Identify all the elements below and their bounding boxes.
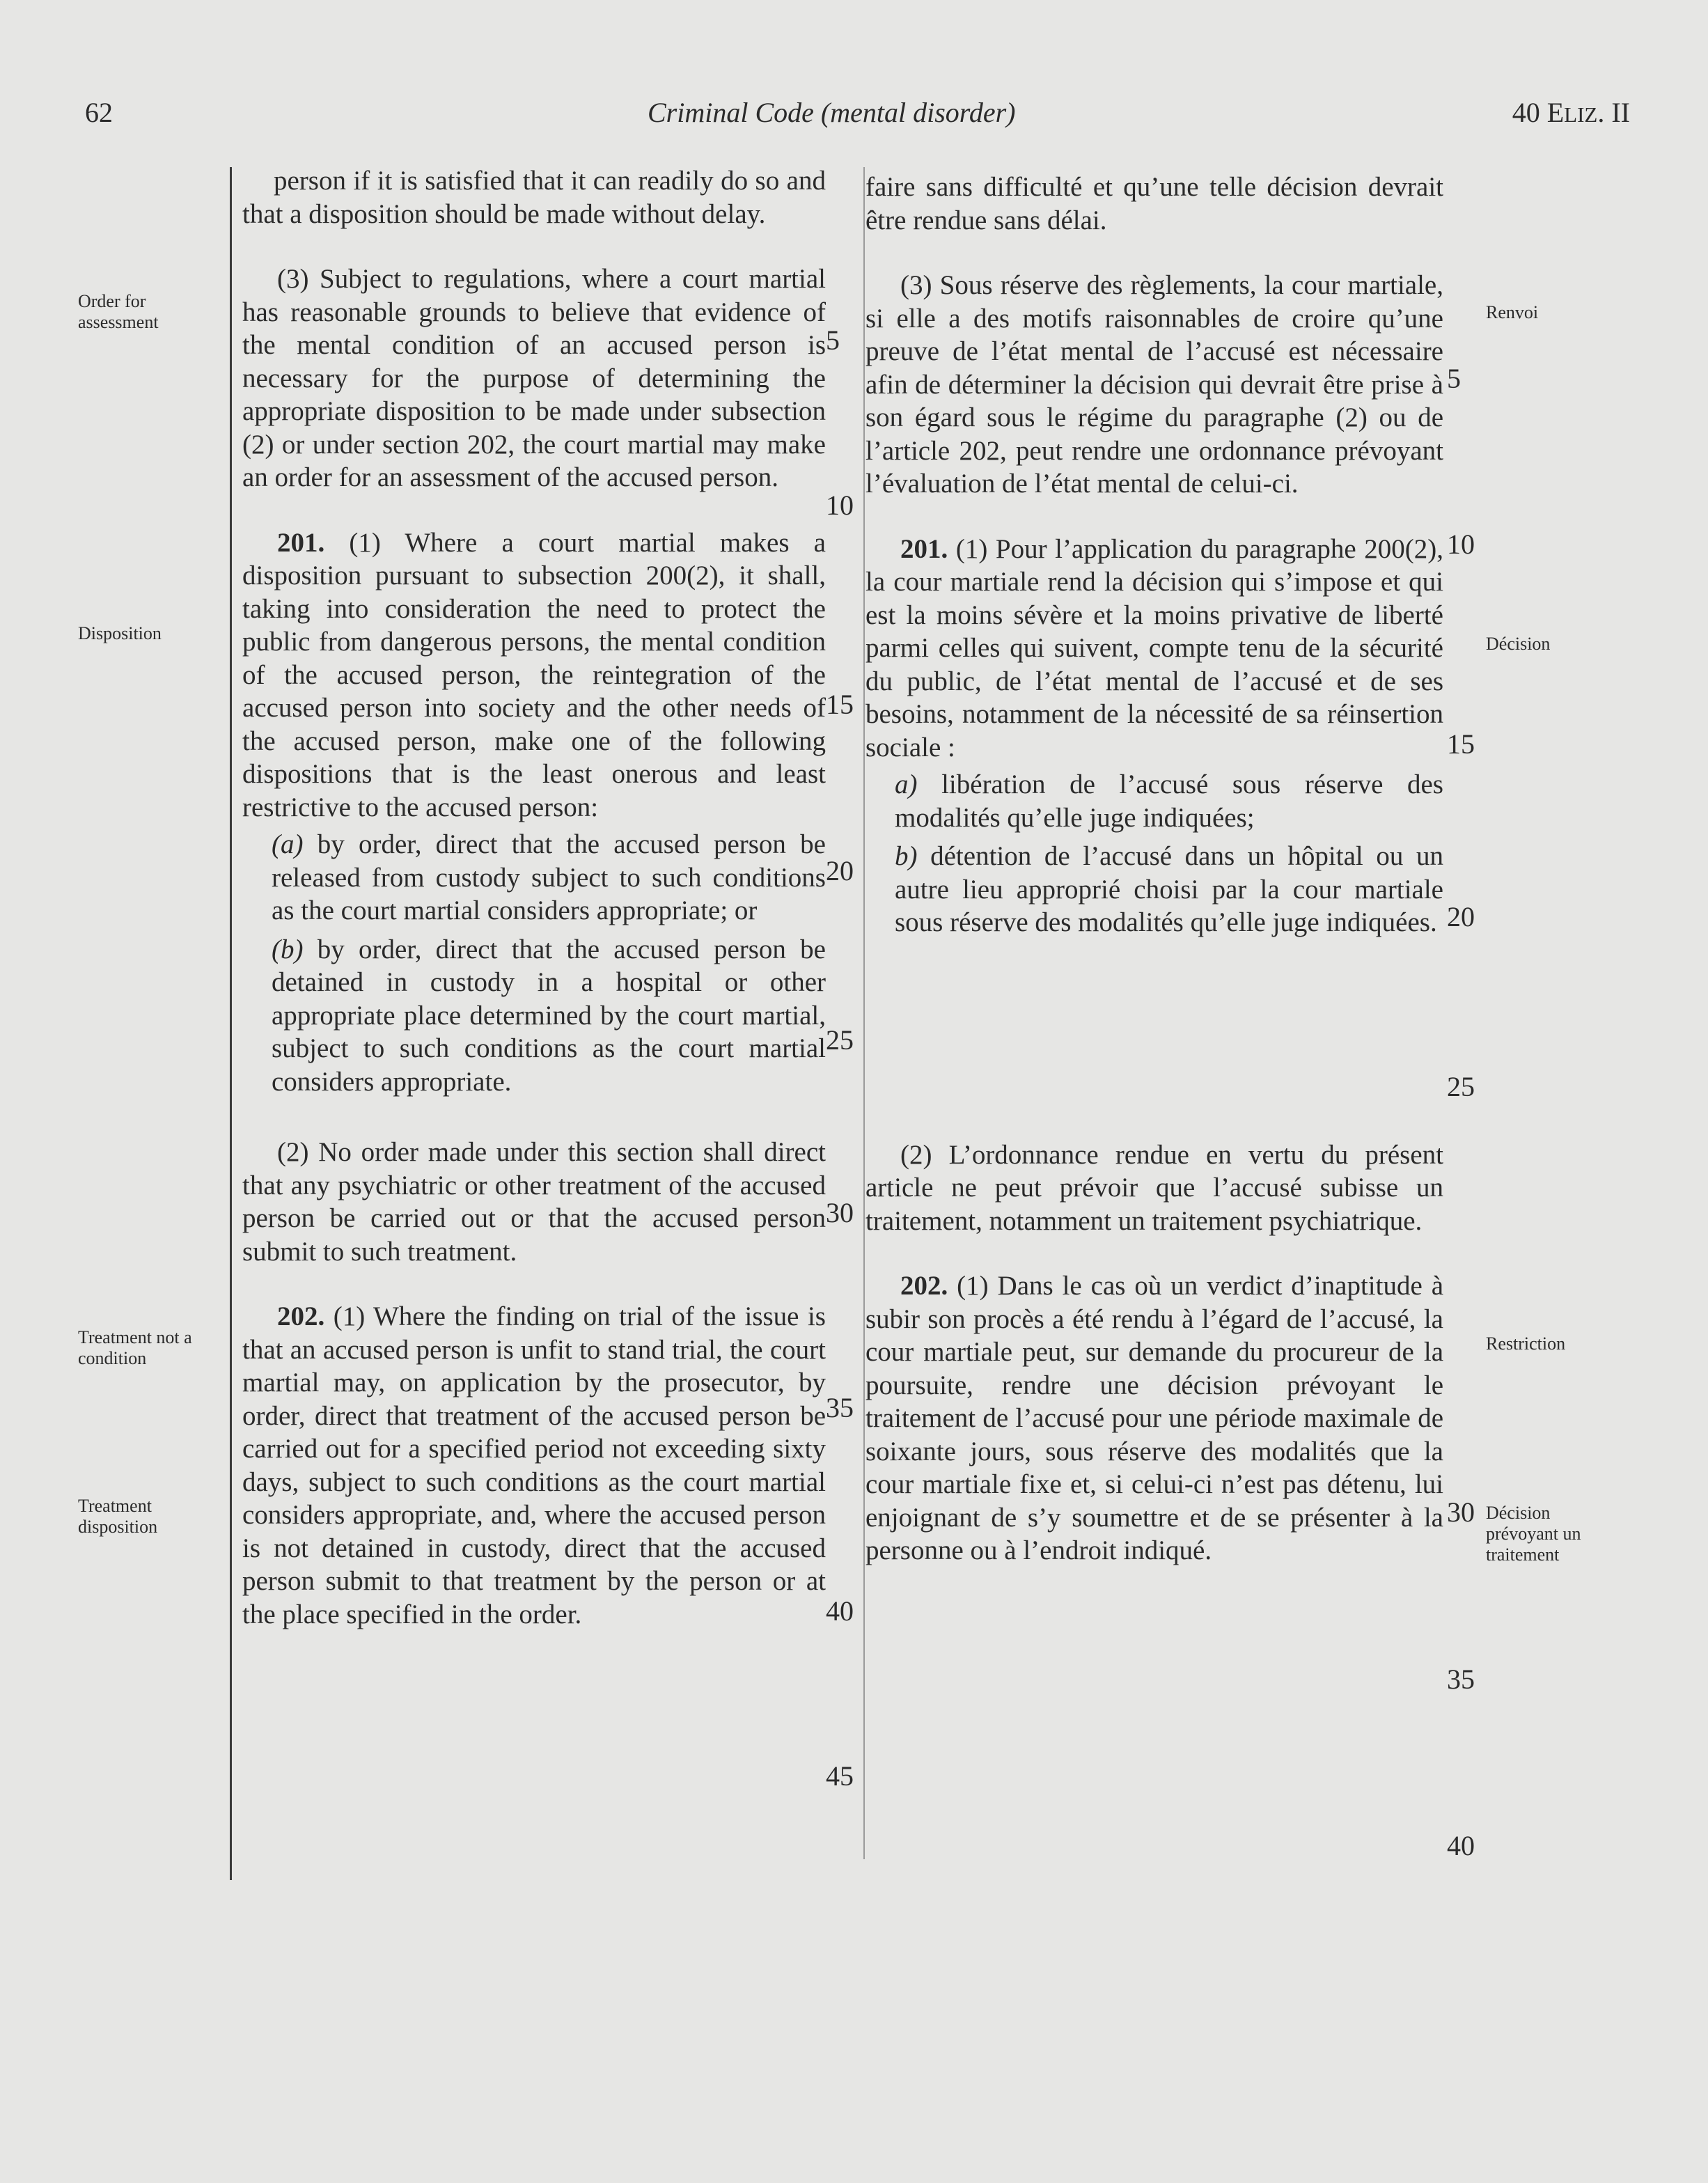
line-number: 40 [826,1595,854,1627]
paragraph-201-a: a) libération de l’accusé sous réserve des modalités qu’elle juge indiquées; [895,769,1443,833]
line-number: 5 [826,324,840,356]
continued-paragraph: person if it is satisfied that it can readily do so and that a disposition should be made without delay. [242,166,826,229]
margin-note-renvoi: Renvoi [1486,302,1539,322]
french-column [865,171,1443,1567]
margin-note-restriction: Restriction [1486,1333,1566,1354]
margin-note-decision: Décision [1486,634,1551,654]
paragraph-201-b: (b) by order, direct that the accused person be detained in custody in a hospital or other appropriate place determined by the court martial, subject to such conditions as the court martial considers appropriate. [272,934,826,1097]
regnal-year: 40 ELIZ. II [1512,97,1630,128]
line-number: 20 [1447,901,1475,932]
margin-note-treatment-not-condition: Treatment not a condition [78,1327,192,1368]
running-title: Criminal Code (mental disorder) [648,97,1016,128]
subsection-201-2: (2) No order made under this section shall direct that any psychiatric or other treatment of the accused person be carried out or that the accused person submit to such treatment. [242,1137,826,1267]
line-number: 35 [1447,1664,1475,1695]
line-number: 25 [1447,1071,1475,1102]
line-number: 10 [826,490,854,521]
margin-note-treatment-disposition: Treatment disposition [78,1496,158,1537]
margin-note-decision-traitement: Décision prévoyant un traitement [1486,1503,1581,1565]
line-number: 20 [826,855,854,886]
page-number: 62 [85,97,113,128]
paragraph-201-b: b) détention de l’accusé dans un hôpital ou un autre lieu approprié choisi par la cour martiale sous réserve des modalités qu’elle juge indiquées. [895,841,1443,937]
line-number: 5 [1447,363,1461,394]
line-number: 40 [1447,1830,1475,1861]
line-number: 30 [826,1197,854,1228]
line-number: 15 [826,689,854,720]
line-number: 25 [826,1024,854,1056]
column-separator [863,167,865,1859]
section-201-1: 201. (1) Pour l’application du paragraphe 200(2), la cour martiale rend la décision qui s’impose et qui est la moins sévère et la moins privative de liberté parmi celles qui suivent, compte tenu de la sécurité du public, de l’état mental de l’accusé et de ses besoins, notamment de la nécessité de sa réinsertion sociale : [865,533,1443,762]
margin-note-disposition: Disposition [78,623,162,643]
subsection-201-2: (2) L’ordonnance rendue en vertu du présent article ne peut prévoir que l’accusé subisse un traitement, notamment un traitement psychiatrique. [865,1139,1443,1236]
line-number: 35 [826,1392,854,1423]
section-202-1: 202. (1) Dans le cas où un verdict d’inaptitude à subir son procès a été rendu à l’égard de l’accusé, la cour martiale peut, sur demande du procureur de la poursuite, rendre une décision prévoyant le traitement de l’accusé pour une période maximale de soixante jours, sous réserve des modalités que la cour martiale fixe et, si celui-ci n’est pas détenu, lui enjoignant de s’y soumettre et de se présenter à la personne ou à l’endroit indiqué. [865,1271,1443,1565]
section-201-1: 201. (1) Where a court martial makes a disposition pursuant to subsection 200(2), it shall, taking into consideration the need to protect the public from dangerous persons, the mental condition of the accused person, the reintegration of the accused person into society and the other needs of the accused person, make one of the following dispositions that is the least onerous and least restrictive to the accused person: [242,527,826,822]
paragraph-201-a: (a) by order, direct that the accused person be released from custody subject to such conditions as the court martial considers appropriate; or [272,829,826,925]
section-number: 202. [900,1271,948,1301]
section-202-1: 202. (1) Where the finding on trial of the issue is that an accused person is unfit to stand trial, the court martial may, on application by the prosecutor, by order, direct that treatment of the accused person be carried out for a specified period not exceeding sixty days, subject to such conditions as the court martial considers appropriate, and, where the accused person is not detained in custody, direct that the accused person submit to that treatment by the person or at the place specified in the order. [242,1301,826,1629]
line-number: 15 [1447,728,1475,760]
subsection-200-3: (3) Sous réserve des règlements, la cour martiale, si elle a des motifs raisonnables de croire qu’une preuve de l’état mental de l’accusé est nécessaire afin de déterminer la décision qui devrait être prise à son égard sous le régime du paragraphe (2) ou de l’article 202, peut rendre une ordonnance prévoyant l’évaluation de l’état mental de celui-ci. [865,270,1443,499]
continued-paragraph: faire sans difficulté et qu’une telle décision devrait être rendue sans délai. [865,172,1443,235]
section-number: 201. [277,527,325,558]
line-number: 30 [1447,1496,1475,1528]
margin-rule [230,167,232,1880]
subsection-200-3: (3) Subject to regulations, where a court martial has reasonable grounds to believe that evidence of the mental condition of an accused person is necessary for the purpose of determining the appropriate disposition to be made under subsection (2) or under section 202, the court martial may make an order for an assessment of the accused person. [242,264,826,492]
margin-note-order-for-assessment: Order for assessment [78,291,159,332]
line-number: 45 [826,1760,854,1792]
section-number: 202. [277,1301,325,1331]
line-number: 10 [1447,529,1475,560]
section-number: 201. [900,533,948,564]
english-column [242,164,826,1631]
